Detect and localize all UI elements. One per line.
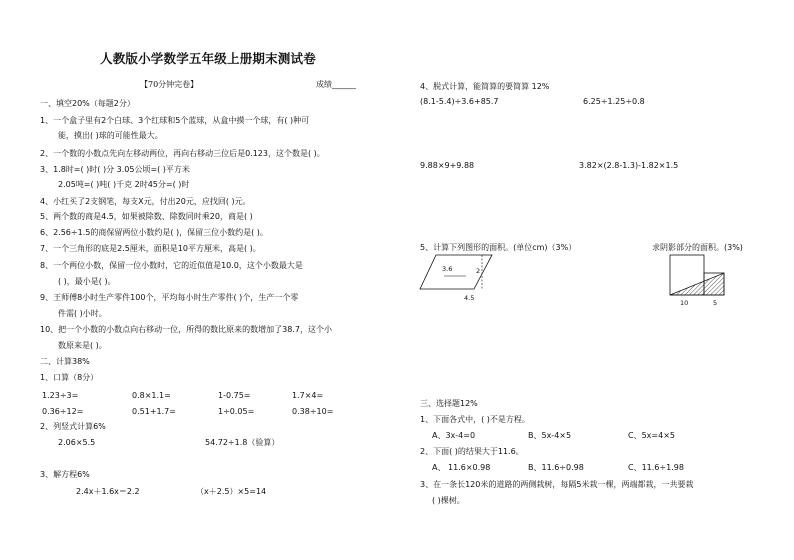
question-1-line-2: 能，摸出( )球的可能性最大。 bbox=[58, 131, 163, 140]
page-title: 人教版小学数学五年级上册期末测试卷 bbox=[100, 51, 316, 66]
choice-3-line-1: 3、在一条长120米的道路的两侧栽树，每隔5米栽一棵，两端都栽，一共要栽 bbox=[420, 480, 694, 489]
choice-2-option-b: B、11.6÷0.98 bbox=[528, 463, 584, 472]
section-4-heading: 4、脱式计算，能简算的要简算 12% bbox=[420, 82, 550, 91]
oral-item: 1-0.75= bbox=[218, 391, 251, 400]
shaded-triangle bbox=[670, 273, 724, 295]
choice-1-option-b: B、5x-4×5 bbox=[528, 431, 572, 440]
question-4: 4、小红买了2支钢笔，每支X元，付出20元，应找回( )元。 bbox=[40, 197, 251, 206]
shaded-area-figure bbox=[664, 252, 734, 310]
oral-item: 1.23÷3= bbox=[42, 391, 79, 400]
vertical-calc-heading: 2、列竖式计算6% bbox=[40, 422, 106, 431]
equation-heading: 3、解方程6% bbox=[40, 470, 90, 479]
equation-item: 2.4x＋1.6x＝2.2 bbox=[76, 487, 140, 496]
oral-item: 0.8×1.1= bbox=[132, 391, 171, 400]
oral-calc-heading: 1、口算（8分） bbox=[40, 373, 99, 382]
calc-item: 3.82×(2.8-1.3)-1.82×1.5 bbox=[579, 161, 679, 170]
question-10-line-2: 数原来是( )。 bbox=[58, 341, 107, 350]
vertical-calc-item: 2.06×5.5 bbox=[58, 438, 96, 447]
oral-item: 0.36÷12= bbox=[42, 407, 84, 416]
choice-1-option-c: C、5x=4×5 bbox=[628, 431, 675, 440]
label-4-5: 4.5 bbox=[464, 294, 475, 302]
question-6: 6、2.56÷1.5的商保留两位小数约是( )，保留三位小数约是( )。 bbox=[40, 228, 268, 237]
choice-2-option-a: A、 11.6×0.98 bbox=[432, 463, 491, 472]
section-3-heading: 三、选择题12% bbox=[420, 399, 478, 408]
question-3-line-2: 2.05吨=( )吨( )千克 2时45分=( )时 bbox=[58, 180, 190, 189]
oral-item: 1.7×4= bbox=[292, 391, 324, 400]
question-1-line-1: 1、一个盒子里有2个白球、3个红球和5个蓝球，从盒中摸一个球，有( )种可 bbox=[40, 116, 310, 125]
question-7: 7、一个三角形的底是2.5厘米，面积是10平方厘米，高是( )。 bbox=[40, 244, 261, 253]
calc-item: (8.1-5.4)÷3.6+85.7 bbox=[420, 97, 499, 106]
parallelogram-figure bbox=[418, 252, 498, 304]
oral-item: 1÷0.05= bbox=[218, 407, 255, 416]
label-10: 10 bbox=[680, 299, 689, 307]
question-2: 2、一个数的小数点先向左移动两位，再向右移动三位后是0.123，这个数是( )。 bbox=[40, 149, 325, 158]
shaded-area-heading: 求阴影部分的面积。(3%) bbox=[652, 243, 743, 252]
choice-1-option-a: A、3x-4=0 bbox=[432, 431, 476, 440]
score-field: 成绩______ bbox=[316, 80, 356, 89]
label-2: 2 bbox=[476, 267, 481, 275]
oral-item: 0.51+1.7= bbox=[132, 407, 176, 416]
parallelogram-shape bbox=[420, 255, 492, 289]
time-note: 【70分钟完卷】 bbox=[140, 80, 199, 89]
choice-2-option-c: C、11.6÷1.98 bbox=[628, 463, 684, 472]
choice-1: 1、下面各式中，( )不是方程。 bbox=[420, 415, 530, 424]
label-5: 5 bbox=[713, 299, 718, 307]
question-9-line-2: 件需( )小时。 bbox=[58, 309, 107, 318]
calc-item: 6.25÷1.25÷0.8 bbox=[583, 97, 645, 106]
section-1-heading: 一、填空20%（每题2分） bbox=[40, 99, 135, 108]
question-8-line-1: 8、一个两位小数，保留一位小数时，它的近似值是10.0，这个小数最大是 bbox=[40, 261, 303, 270]
choice-2: 2、下面( )的结果大于11.6。 bbox=[420, 447, 524, 456]
question-9-line-1: 9、王师傅8小时生产零件100个，平均每小时生产零件( )个，生产一个零 bbox=[40, 293, 299, 302]
question-10-line-1: 10、把一个小数的小数点向右移动一位，所得的数比原来的数增加了38.7，这个小 bbox=[40, 325, 332, 334]
question-5: 5、两个数的商是4.5，如果被除数、除数同时乘20，商是( ) bbox=[40, 212, 253, 221]
calc-item: 9.88×9+9.88 bbox=[420, 161, 475, 170]
question-3-line-1: 3、1.8时=( )时( )分 3.05公顷=( )平方米 bbox=[40, 165, 190, 174]
section-2-heading: 二、计算38% bbox=[40, 357, 90, 366]
oral-item: 0.38÷10= bbox=[292, 407, 334, 416]
choice-3-line-2: ( )棵树。 bbox=[432, 496, 465, 505]
equation-item: （x＋2.5）×5=14 bbox=[196, 487, 267, 496]
vertical-calc-item: 54.72÷1.8（验算） bbox=[205, 438, 280, 447]
area-heading: 5、计算下列图形的面积。(单位cm)（3%） bbox=[420, 243, 577, 252]
label-3-6: 3.6 bbox=[442, 265, 453, 273]
question-8-line-2: ( )，最小是( )。 bbox=[58, 277, 116, 286]
